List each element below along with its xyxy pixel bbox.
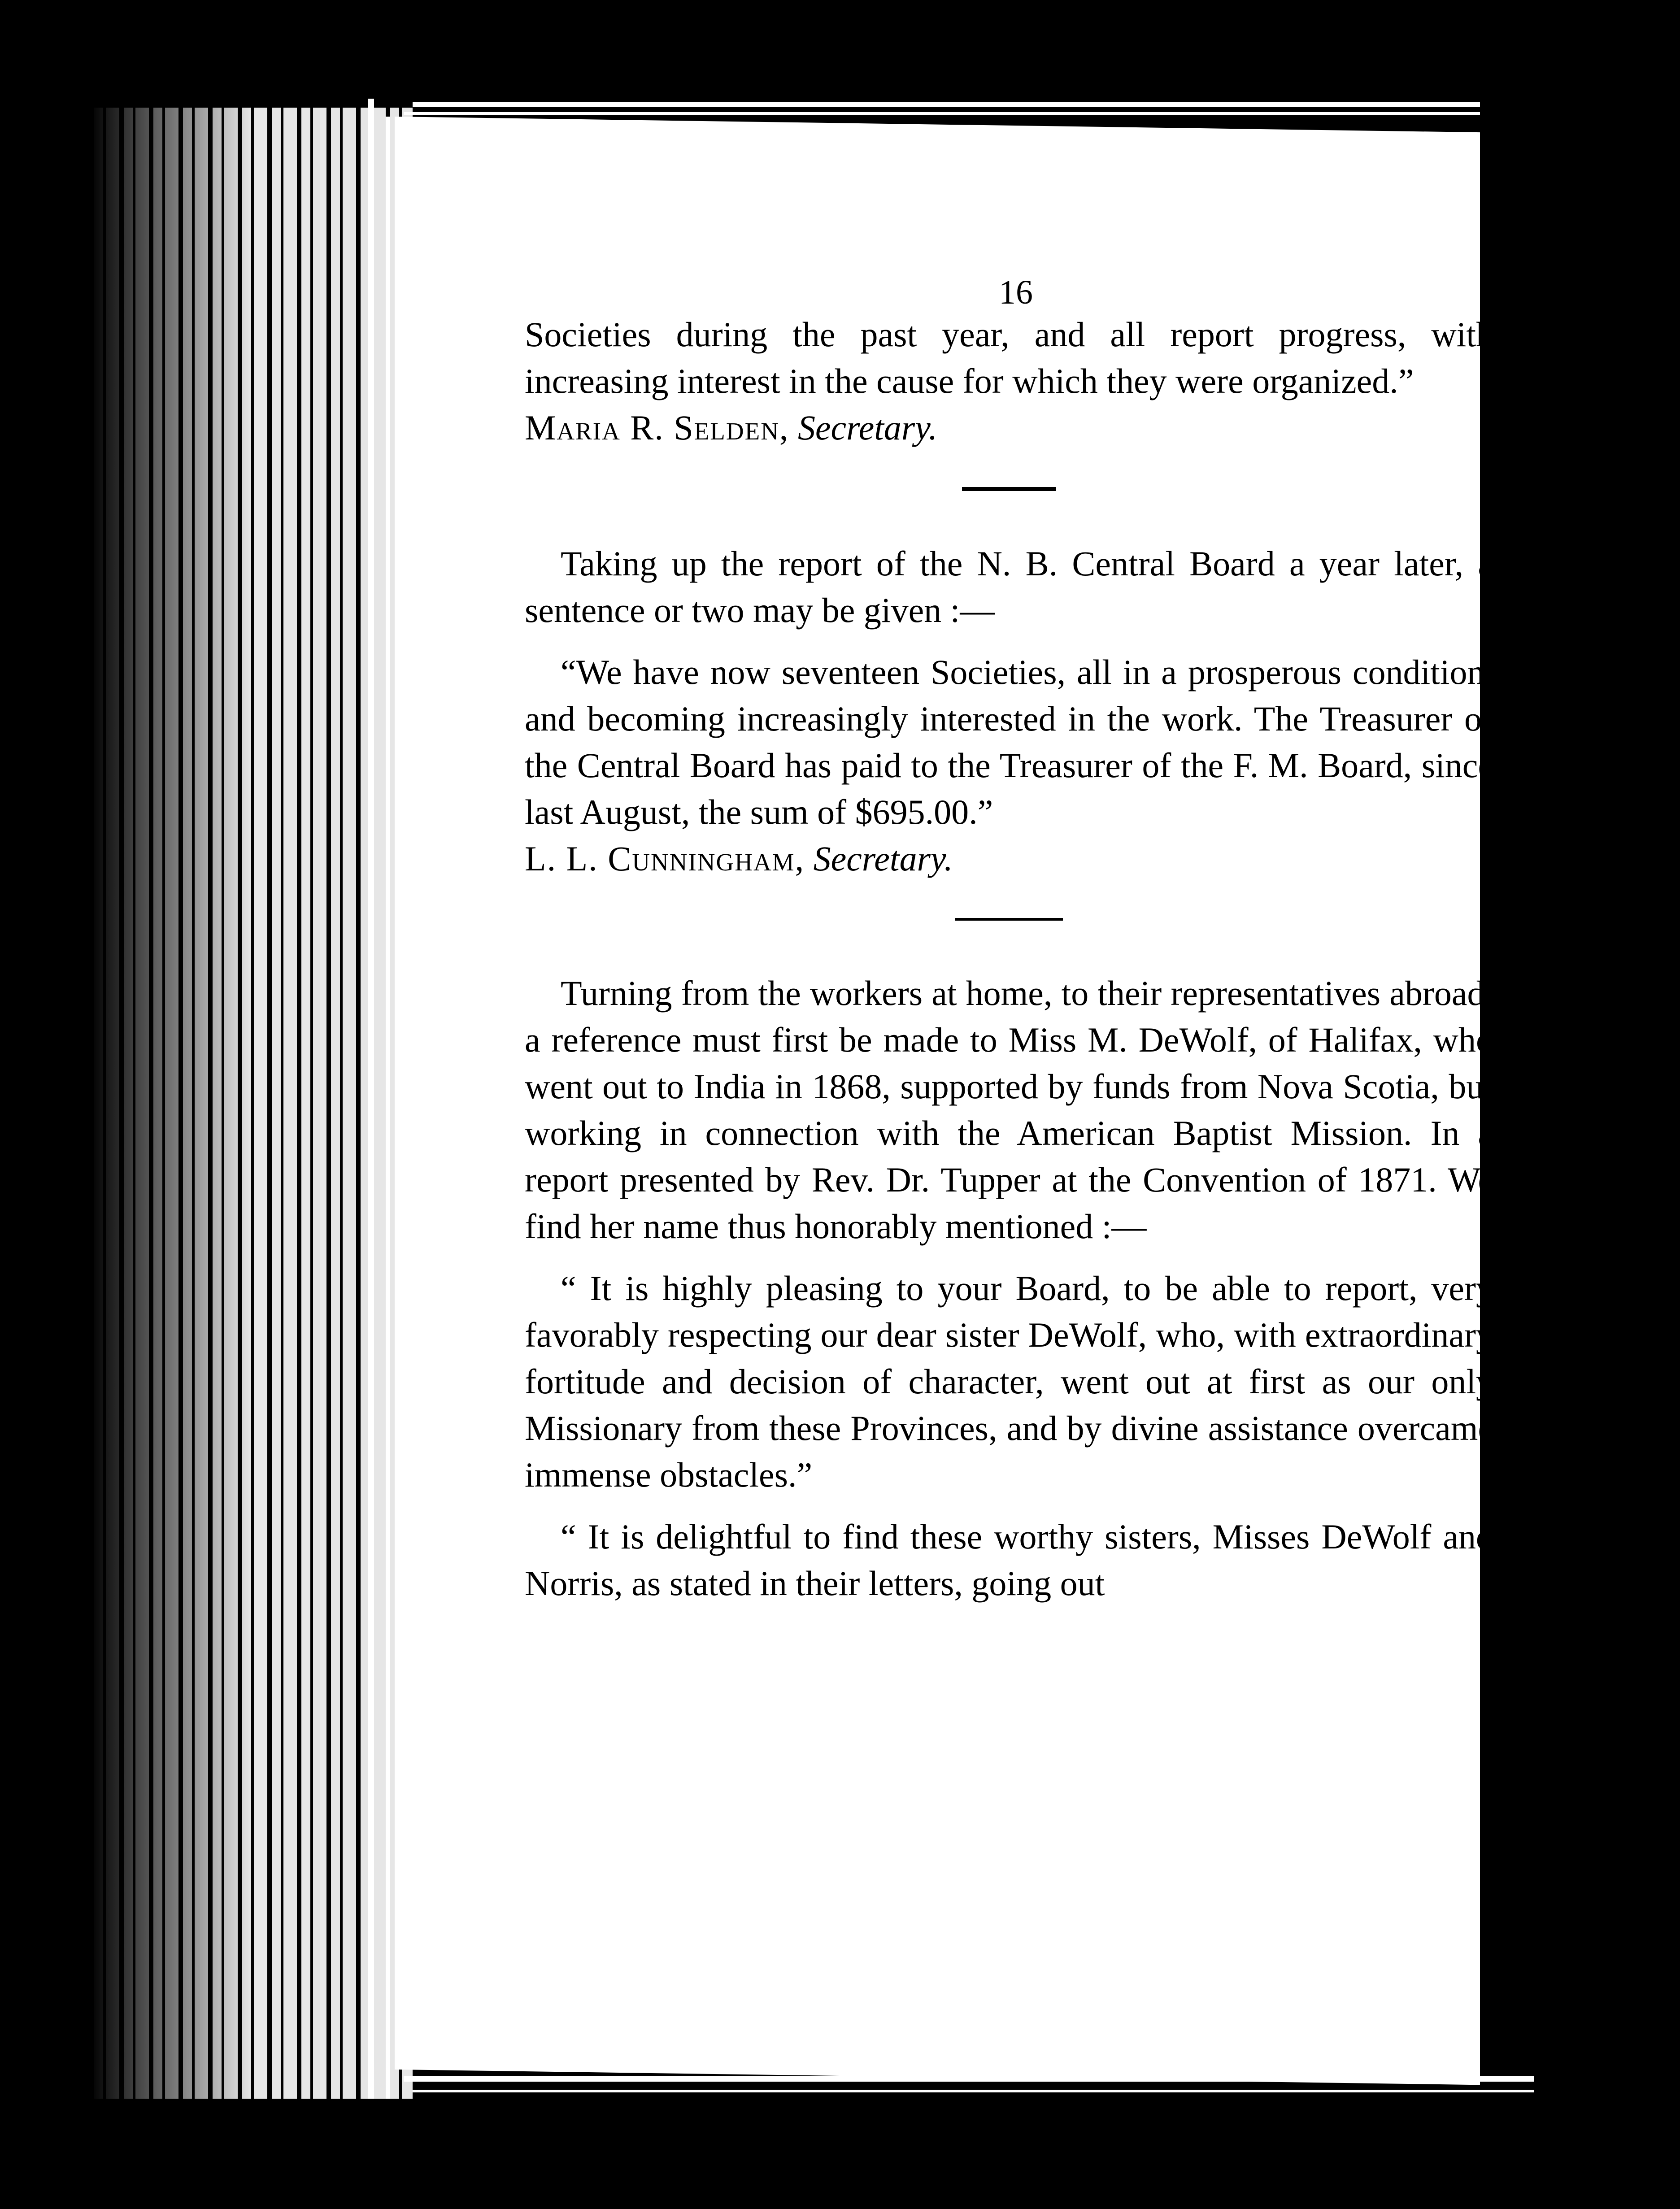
section-divider <box>955 918 1063 921</box>
signature-cunningham <box>525 835 1493 882</box>
book-edge-line <box>368 99 374 2099</box>
signature-name: L. L. Cunningham, <box>525 839 805 878</box>
paragraph-nb-report: Taking up the report of the N. B. Central Board a year later, a sentence or two may be given :— <box>525 544 1493 630</box>
page-number: 16 <box>999 274 1033 311</box>
signature-name: Maria R. Selden, <box>525 408 789 447</box>
signature-selden <box>525 404 1493 451</box>
paragraph-continuation: Societies during the past year, and all report progress, with increasing interest in the cause for which they were organized.” <box>525 315 1493 400</box>
quote-dewolf: “ It is highly pleasing to your Board, to be able to report, very favorably respecting our dear sister DeWolf, who, with extraordinary fortitude and decision of character, went out at first as our only Missionary from these Provinces, and by divine assistance overcame immense obstacles.” <box>525 1269 1493 1494</box>
bottom-border-line <box>404 2076 1534 2082</box>
signature-title: Secretary. <box>797 408 938 447</box>
book-edge-line <box>386 117 390 2099</box>
bottom-border-line <box>413 2090 1534 2092</box>
signature-title: Secretary. <box>813 839 953 878</box>
page-text <box>525 269 1493 1607</box>
paragraph-representatives: Turning from the workers at home, to their representatives abroad, a reference must first be made to Miss M. DeWolf, of Halifax, who went out to India in 1868, supported by funds from Nova Scotia, but working in connection with the American Baptist Mission. In a report presented by Rev. Dr. Tupper at the Convention of 1871. We find her name thus honorably mentioned :— <box>525 974 1493 1246</box>
top-border-line <box>413 102 1480 107</box>
quote-sisters: “ It is delightful to find these worthy sisters, Misses DeWolf and Norris, as stated in their letters, going out <box>525 1517 1493 1603</box>
top-border-line <box>404 112 1480 115</box>
book-edges-shadow <box>90 108 251 2099</box>
section-divider <box>962 487 1056 491</box>
quote-nb-report: “We have now seventeen Societies, all in a prosperous condition, and becoming increasingly interested in the work. The Treasurer of the Central Board has paid to the Treasurer of the F. M. Board, since last August, the sum of $695.00.” <box>525 652 1493 831</box>
